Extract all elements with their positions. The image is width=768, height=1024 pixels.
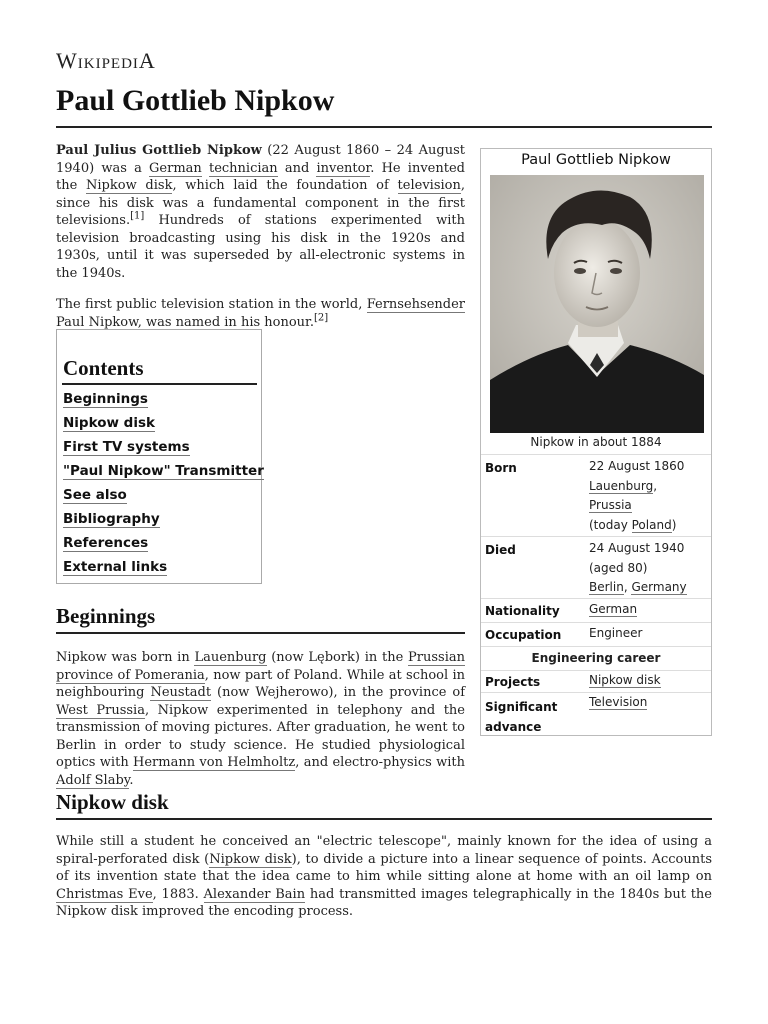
title-divider	[56, 126, 712, 128]
infobox-row-occupation: Occupation Engineer	[481, 622, 711, 647]
link-germany[interactable]: Germany	[631, 580, 687, 594]
text-run: .	[129, 772, 134, 788]
page-title: Paul Gottlieb Nipkow	[56, 84, 335, 117]
text-run: (now Wejherowo), in the province of	[211, 685, 465, 700]
text-run: and	[277, 160, 317, 176]
inline-link[interactable]: technician	[208, 160, 278, 176]
link-lauenburg[interactable]: Lauenburg	[589, 478, 654, 493]
text-run: , and electro-physics with	[295, 755, 465, 770]
inline-link[interactable]: Lauenburg	[194, 650, 267, 665]
infobox-title: Paul Gottlieb Nipkow	[521, 152, 671, 168]
text-run: had transmitted images telegraphically in the 1840s but the Nipkow disk improved the encoding process.	[56, 886, 713, 919]
text-run: The first public television station in the world,	[56, 297, 367, 312]
section-heading-nipkow-disk: Nipkow disk	[56, 790, 169, 814]
beginnings-paragraph	[56, 649, 465, 789]
section-divider	[56, 818, 712, 820]
infobox-row-career: Engineering career	[481, 646, 711, 671]
inline-link[interactable]: Adolf Slaby	[56, 772, 130, 788]
wikipedia-logo[interactable]: WikipediA	[56, 48, 156, 73]
intro-paragraph	[56, 142, 465, 282]
text-run: Nipkow was born in	[56, 650, 195, 665]
infobox-row-projects: Projects Nipkow disk	[481, 670, 711, 693]
portrait-photo[interactable]	[490, 175, 704, 433]
nipkow-disk-section	[56, 833, 712, 921]
link-nipkow-disk[interactable]: Nipkow disk	[589, 673, 661, 687]
inline-link[interactable]: Fernsehsender Paul Nipkow	[56, 297, 465, 330]
toc-item-beginnings[interactable]: Beginnings	[63, 391, 148, 407]
inline-link[interactable]: Christmas Eve	[56, 886, 153, 902]
infobox-row-died: Died 24 August 1940 (aged 80) Berlin, Germany	[481, 536, 711, 599]
infobox-row-nationality: Nationality German	[481, 598, 711, 623]
text-run: (now Lębork) in the	[266, 650, 409, 665]
toc-item-bibliography[interactable]: Bibliography	[63, 511, 160, 527]
infobox-row-born: Born 22 August 1860 Lauenburg, Prussia (today Poland)	[481, 454, 711, 537]
link-prussia[interactable]: Prussia	[589, 498, 632, 512]
citation-link[interactable]: [2]	[313, 312, 329, 324]
citation-link[interactable]: [1]	[130, 210, 145, 222]
photo-caption: Nipkow in about 1884	[530, 435, 662, 449]
inline-link[interactable]: Prussian province of Pomerania	[56, 650, 465, 683]
inline-link[interactable]: German	[149, 160, 202, 176]
toc-item-see-also[interactable]: See also	[63, 487, 127, 503]
text-run: , Nipkow experimented in telephony and the transmission of moving pictures. After graduation, he went to Berlin in order to study science. He studied physiological optics with	[56, 702, 465, 770]
inline-link[interactable]: inventor	[316, 160, 371, 176]
link-berlin[interactable]: Berlin	[589, 580, 624, 594]
intro-paragraph	[56, 296, 465, 331]
infobox	[480, 148, 712, 736]
text-run	[202, 161, 209, 176]
text-run: (22 August 1860 – 24 August 1940) was a	[56, 143, 465, 176]
inline-link[interactable]: Neustadt	[150, 685, 212, 700]
infobox-row-advance: Significant advance Television	[481, 692, 711, 737]
text-run: , which laid the foundation of	[172, 178, 398, 193]
text-run: Hundreds of stations experimented with television broadcasting using his disk in the 1920s and 1930s, until it was superseded by all-electronic systems in the 1940s.	[56, 213, 465, 281]
link-german[interactable]: German	[589, 602, 638, 616]
inline-link[interactable]: Nipkow disk	[86, 178, 173, 193]
toc-title: Contents	[63, 356, 144, 380]
inline-link[interactable]: West Prussia	[56, 702, 145, 718]
toc-divider	[62, 383, 257, 385]
nipkow-disk-paragraph	[56, 833, 712, 921]
link-television[interactable]: Television	[589, 695, 648, 709]
beginnings-section	[56, 649, 465, 789]
bold-text: Paul Julius Gottlieb Nipkow	[56, 143, 262, 158]
toc-item-external-links[interactable]: External links	[63, 559, 168, 575]
toc-item-first-tv-systems[interactable]: First TV systems	[63, 439, 190, 455]
inline-link[interactable]: Hermann von Helmholtz	[133, 755, 296, 770]
toc-item-nipkow-disk[interactable]: Nipkow disk	[63, 415, 155, 431]
table-of-contents	[56, 329, 262, 584]
inline-link[interactable]: television	[397, 178, 461, 193]
text-run: , now part of Poland. While at school in neighbouring	[56, 667, 465, 700]
inline-link[interactable]: Alexander Bain	[203, 886, 306, 902]
section-divider	[56, 632, 465, 634]
text-run: ), to divide a picture into a linear sequence of points. Accounts of its invention state that the idea came to him while sitting alone at home with an oil lamp on	[56, 851, 712, 884]
text-run: , was named in his honour.	[137, 314, 314, 330]
toc-item-transmitter[interactable]: "Paul Nipkow" Transmitter	[63, 463, 264, 479]
inline-link[interactable]: Nipkow disk	[209, 851, 292, 867]
text-run: , since his disk was a fundamental component in the first televisions.	[56, 178, 465, 228]
text-run: While still a student he conceived an "electric telescope", mainly known for the idea of using a spiral-perforated disk (	[56, 834, 712, 867]
text-run: , 1883.	[152, 886, 204, 902]
section-heading-beginnings: Beginnings	[56, 604, 156, 628]
text-run: . He invented the	[56, 160, 465, 193]
link-poland[interactable]: Poland	[631, 517, 672, 532]
intro-section	[56, 142, 465, 331]
toc-item-references[interactable]: References	[63, 535, 149, 551]
